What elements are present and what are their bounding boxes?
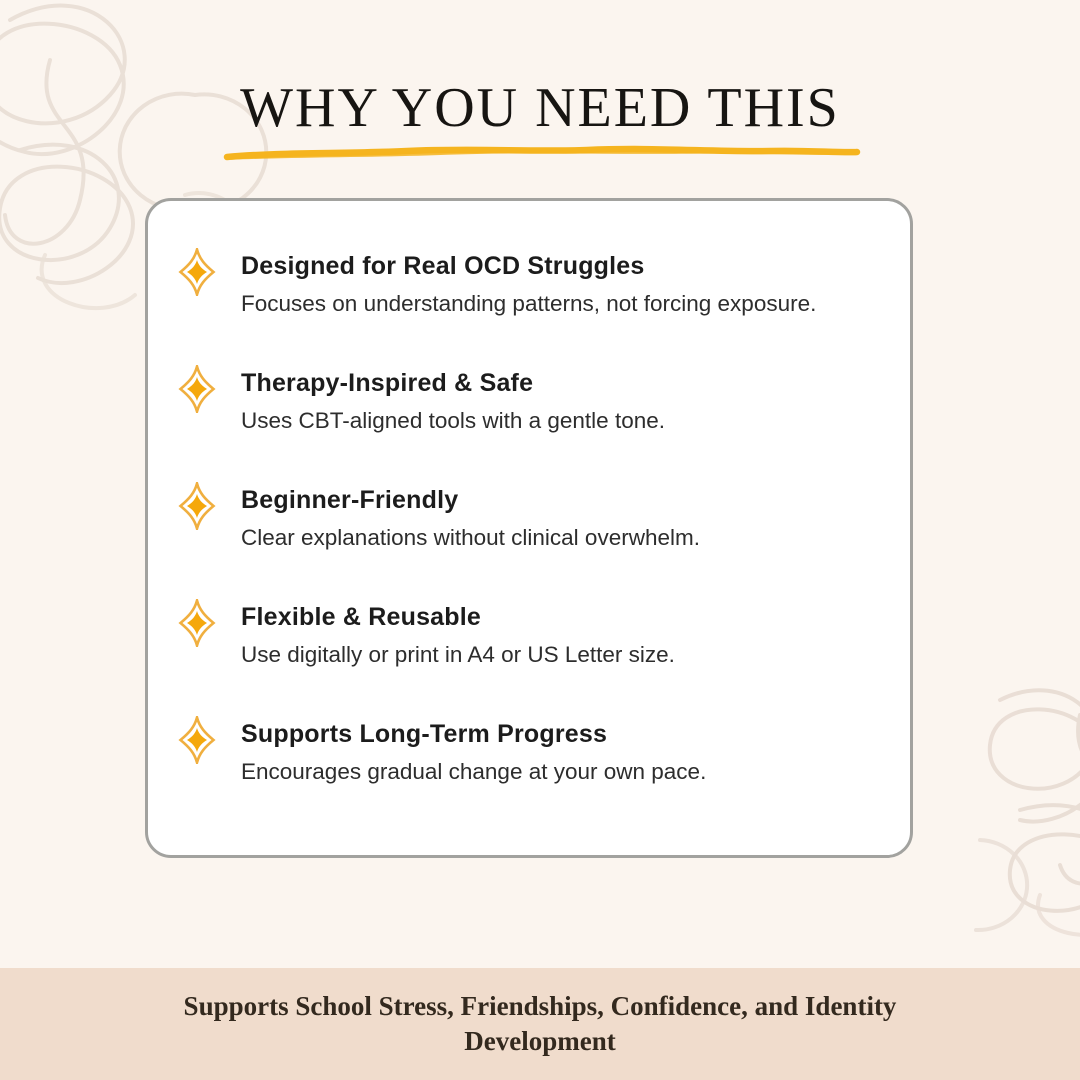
sparkle-icon bbox=[178, 482, 216, 530]
footer-text: Supports School Stress, Friendships, Confidence, and Identity Development bbox=[183, 991, 897, 1056]
page-title: WHY YOU NEED THIS bbox=[240, 77, 840, 139]
sparkle-icon bbox=[178, 365, 216, 413]
title-underline-stroke bbox=[222, 142, 862, 164]
benefit-description: Focuses on understanding patterns, not forcing exposure. bbox=[241, 291, 817, 316]
benefit-text bbox=[241, 251, 816, 321]
benefit-title: Designed for Real OCD Struggles bbox=[241, 252, 645, 280]
benefit-item bbox=[178, 251, 870, 321]
benefit-title: Therapy-Inspired & Safe bbox=[241, 369, 534, 397]
scribble-doodle-bottom-right-icon bbox=[930, 680, 1080, 950]
sparkle-icon bbox=[178, 599, 216, 647]
benefit-title: Beginner-Friendly bbox=[241, 486, 459, 514]
benefit-text bbox=[241, 719, 706, 789]
benefit-description: Uses CBT-aligned tools with a gentle tone. bbox=[241, 408, 665, 433]
sparkle-icon bbox=[178, 248, 216, 296]
benefit-item bbox=[178, 602, 870, 672]
benefit-description: Encourages gradual change at your own pace. bbox=[241, 759, 707, 784]
benefits-card bbox=[145, 198, 913, 858]
sparkle-icon bbox=[178, 716, 216, 764]
benefit-text bbox=[241, 485, 700, 555]
benefit-description: Use digitally or print in A4 or US Letter size. bbox=[241, 642, 675, 667]
benefit-item bbox=[178, 719, 870, 789]
benefit-description: Clear explanations without clinical overwhelm. bbox=[241, 525, 700, 550]
benefit-text bbox=[241, 368, 665, 438]
benefit-text bbox=[241, 602, 675, 672]
benefit-title: Flexible & Reusable bbox=[241, 603, 481, 631]
benefit-title: Supports Long-Term Progress bbox=[241, 720, 608, 748]
benefit-item bbox=[178, 485, 870, 555]
footer-banner bbox=[0, 968, 1080, 1080]
benefit-item bbox=[178, 368, 870, 438]
